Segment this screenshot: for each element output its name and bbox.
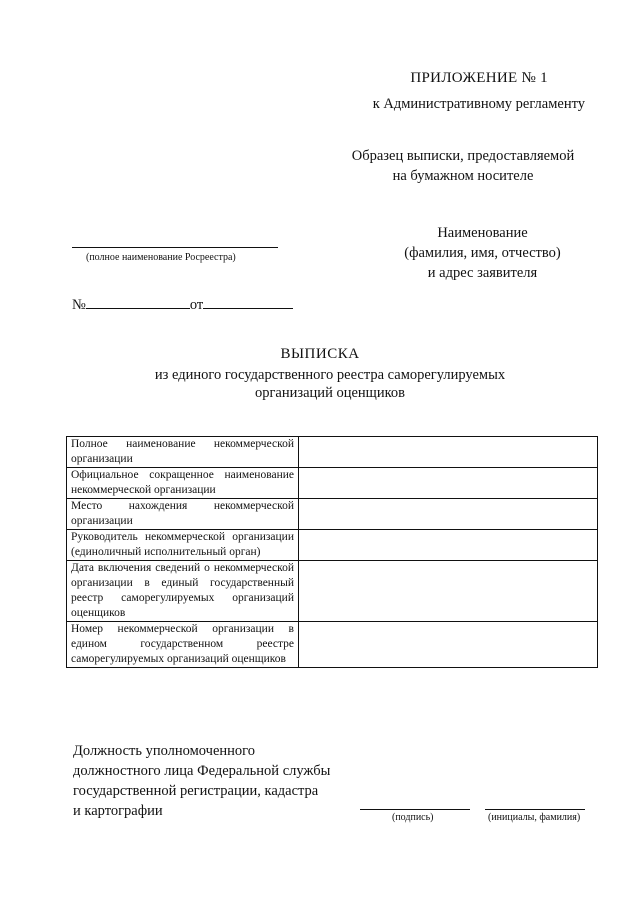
sample-note-line-1: Образец выписки, предоставляемой <box>351 148 575 164</box>
table-row <box>67 468 598 499</box>
number-sign: № <box>72 297 86 313</box>
row-label: Номер некоммерческой организации в едином государственном реестре саморегулируемых организаций оценщиков <box>67 622 299 668</box>
row-value <box>299 561 598 622</box>
signature-line <box>360 809 470 810</box>
date-blank <box>203 296 293 309</box>
row-value <box>299 468 598 499</box>
table-row <box>67 437 598 468</box>
official-position <box>73 741 363 821</box>
from-label: от <box>189 297 204 313</box>
applicant-line-3: и адрес заявителя <box>427 265 538 281</box>
extract-table <box>66 436 598 668</box>
initials-caption: (инициалы, фамилия) <box>488 812 581 823</box>
document-title: ВЫПИСКА <box>280 346 360 362</box>
rosreestr-name-line <box>72 247 278 248</box>
table-row <box>67 561 598 622</box>
official-position-line-2: должностного лица Федеральной службы <box>73 763 331 779</box>
appendix-title: ПРИЛОЖЕНИЕ № 1 <box>410 70 548 86</box>
official-position-line-4: и картографии <box>73 803 163 819</box>
sample-note <box>338 146 588 186</box>
table-row <box>67 530 598 561</box>
row-label: Руководитель некоммерческой организации (единоличный исполнительный орган) <box>67 530 299 561</box>
sample-note-line-2: на бумажном носителе <box>392 168 534 184</box>
document-subtitle: из единого государственного реестра саморегулируемых организаций оценщиков <box>154 367 506 401</box>
official-position-line-1: Должность уполномоченного <box>73 743 256 759</box>
row-label: Полное наименование некоммерческой организации <box>67 437 299 468</box>
table-row <box>67 499 598 530</box>
document-number-row <box>72 296 293 314</box>
row-value <box>299 437 598 468</box>
applicant-line-1: Наименование <box>437 225 528 241</box>
applicant-line-2: (фамилия, имя, отчество) <box>404 245 561 261</box>
row-value <box>299 622 598 668</box>
initials-line <box>485 809 585 810</box>
row-label: Дата включения сведений о некоммерческой организации в единый государственный реестр саморегулируемых организаций оценщиков <box>67 561 299 622</box>
signature-caption: (подпись) <box>392 812 434 823</box>
row-label: Место нахождения некоммерческой организации <box>67 499 299 530</box>
row-value <box>299 499 598 530</box>
appendix-reference: к Административному регламенту <box>372 96 585 112</box>
number-blank <box>86 296 190 309</box>
applicant-block <box>395 223 570 283</box>
official-position-line-3: государственной регистрации, кадастра <box>73 783 319 799</box>
table-row <box>67 622 598 668</box>
rosreestr-caption: (полное наименование Росреестра) <box>86 252 236 263</box>
row-label: Официальное сокращенное наименование некоммерческой организации <box>67 468 299 499</box>
row-value <box>299 530 598 561</box>
